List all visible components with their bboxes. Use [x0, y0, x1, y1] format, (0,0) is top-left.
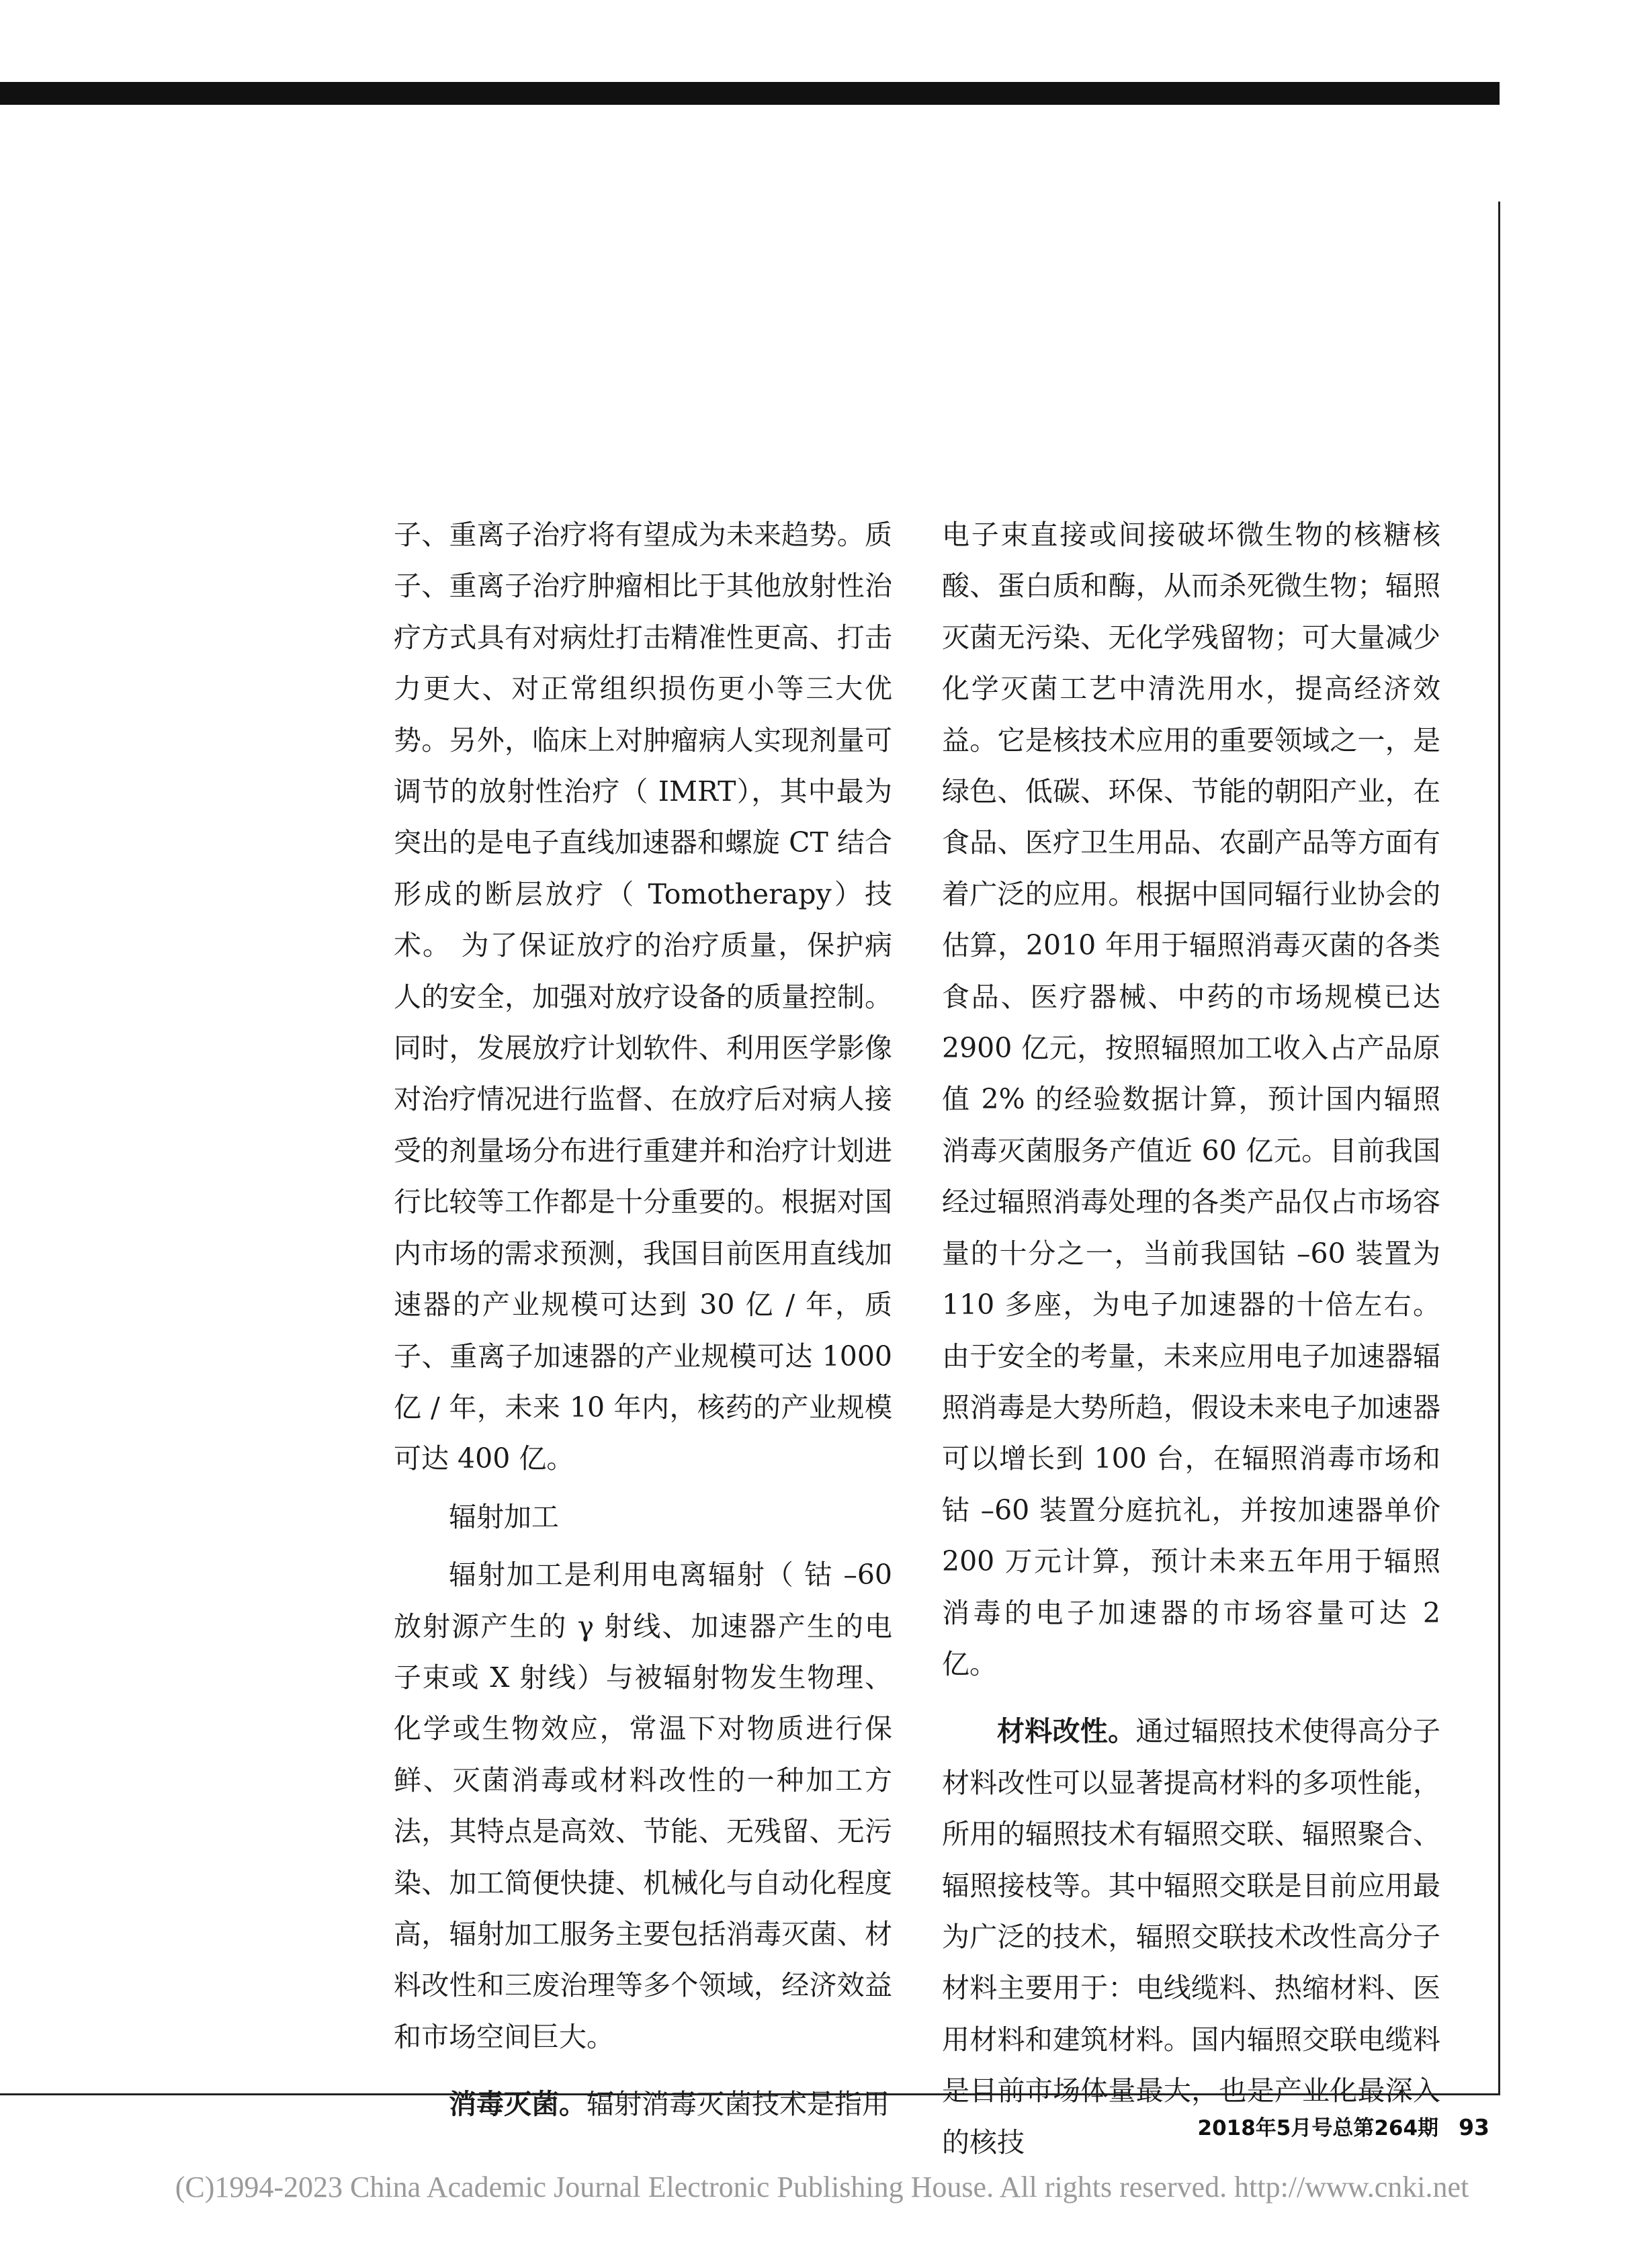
right-column [942, 509, 1440, 2168]
paragraph-text: 辐射消毒灭菌技术是指用 [587, 2088, 890, 2121]
left-column [394, 509, 892, 2130]
paragraph-text: 通过辐照技术使得高分子材料改性可以显著提高材料的多项性能，所用的辐照技术有辐照交联、辐照聚合、辐照接枝等。其中辐照交联是目前应用最为广泛的技术，辐照交联技术改性高分子材料主要用于：电线缆料、热缩材料、医用材料和建筑材料。国内辐照交联电缆料是目前市场体量最大，也是产业化最深入的核技 [942, 1715, 1441, 2158]
body-paragraph [394, 2079, 892, 2130]
body-paragraph: 辐射加工是利用电离辐射（ 钴 –60 放射源产生的 γ 射线、加速器产生的电子束或 X 射线）与被辐射物发生物理、化学或生物效应，常温下对物质进行保鲜、灭菌消毒或材料改性的一种加工方法，其特点是高效、节能、无残留、无污染、加工简便快捷、机械化与自动化程度高，辐射加工服务主要包括消毒灭菌、材料改性和三废治理等多个领域，经济效益和市场空间巨大。 [394, 1559, 892, 2053]
page-frame-right [1498, 202, 1500, 2095]
paragraph-lead: 消毒灭菌。 [449, 2088, 587, 2121]
issue-label: 2018年5月号总第264期 [1197, 2116, 1439, 2140]
paragraph-lead: 材料改性。 [997, 1715, 1136, 1748]
header-rule [0, 82, 1500, 105]
section-heading: 辐射加工 [449, 1500, 559, 1533]
body-paragraph: 电子束直接或间接破坏微生物的核糖核酸、蛋白质和酶，从而杀死微生物；辐照灭菌无污染、无化学残留物；可大量减少化学灭菌工艺中清洗用水，提高经济效益。它是核技术应用的重要领域之一，是绿色、低碳、环保、节能的朝阳产业，在食品、医疗卫生用品、农副产品等方面有着广泛的应用。根据中国同辐行业协会的估算，2010 年用于辐照消毒灭菌的各类食品、医疗器械、中药的市场规模已达 2900 亿元，按照辐照加工收入占产品原值 2% 的经验数据计算，预计国内辐照消毒灭菌服务产值近 60 亿元。目前我国经过辐照消毒处理的各类产品仅占市场容量的十分之一，当前我国钴 –60 装置为 110 多座，为电子加速器的十倍左右。由于安全的考量，未来应用电子加速器辐照消毒是大势所趋，假设未来电子加速器可以增长到 100 台，在辐照消毒市场和钴 –60 装置分庭抗礼，并按加速器单价 200 万元计算，预计未来五年用于辐照消毒的电子加速器的市场容量可达 2 亿。 [942, 519, 1440, 1680]
copyright-watermark: (C)1994-2023 China Academic Journal Electronic Publishing House. All rights reserved. http://www.cnki.net [175, 2171, 1469, 2204]
page-number: 93 [1459, 2114, 1489, 2140]
body-paragraph: 子、重离子治疗将有望成为未来趋势。质子、重离子治疗肿瘤相比于其他放射性治疗方式具有对病灶打击精准性更高、打击力更大、对正常组织损伤更小等三大优势。另外，临床上对肿瘤病人实现剂量可调节的放射性治疗（ IMRT），其中最为突出的是电子直线加速器和螺旋 CT 结合形成的断层放疗（ Tomotherapy）技术。 为了保证放疗的治疗质量，保护病人的安全，加强对放疗设备的质量控制。 同时，发展放疗计划软件、利用医学影像对治疗情况进行监督、在放疗后对病人接受的剂量场分布进行重建并和治疗计划进行比较等工作都是十分重要的。根据对国内市场的需求预测，我国目前医用直线加速器的产业规模可达到 30 亿 / 年，质子、重离子加速器的产业规模可达 1000 亿 / 年，未来 10 年内，核药的产业规模可达 400 亿。 [394, 519, 892, 1475]
body-paragraph [942, 1706, 1440, 2168]
page-footer [1198, 2111, 1490, 2141]
